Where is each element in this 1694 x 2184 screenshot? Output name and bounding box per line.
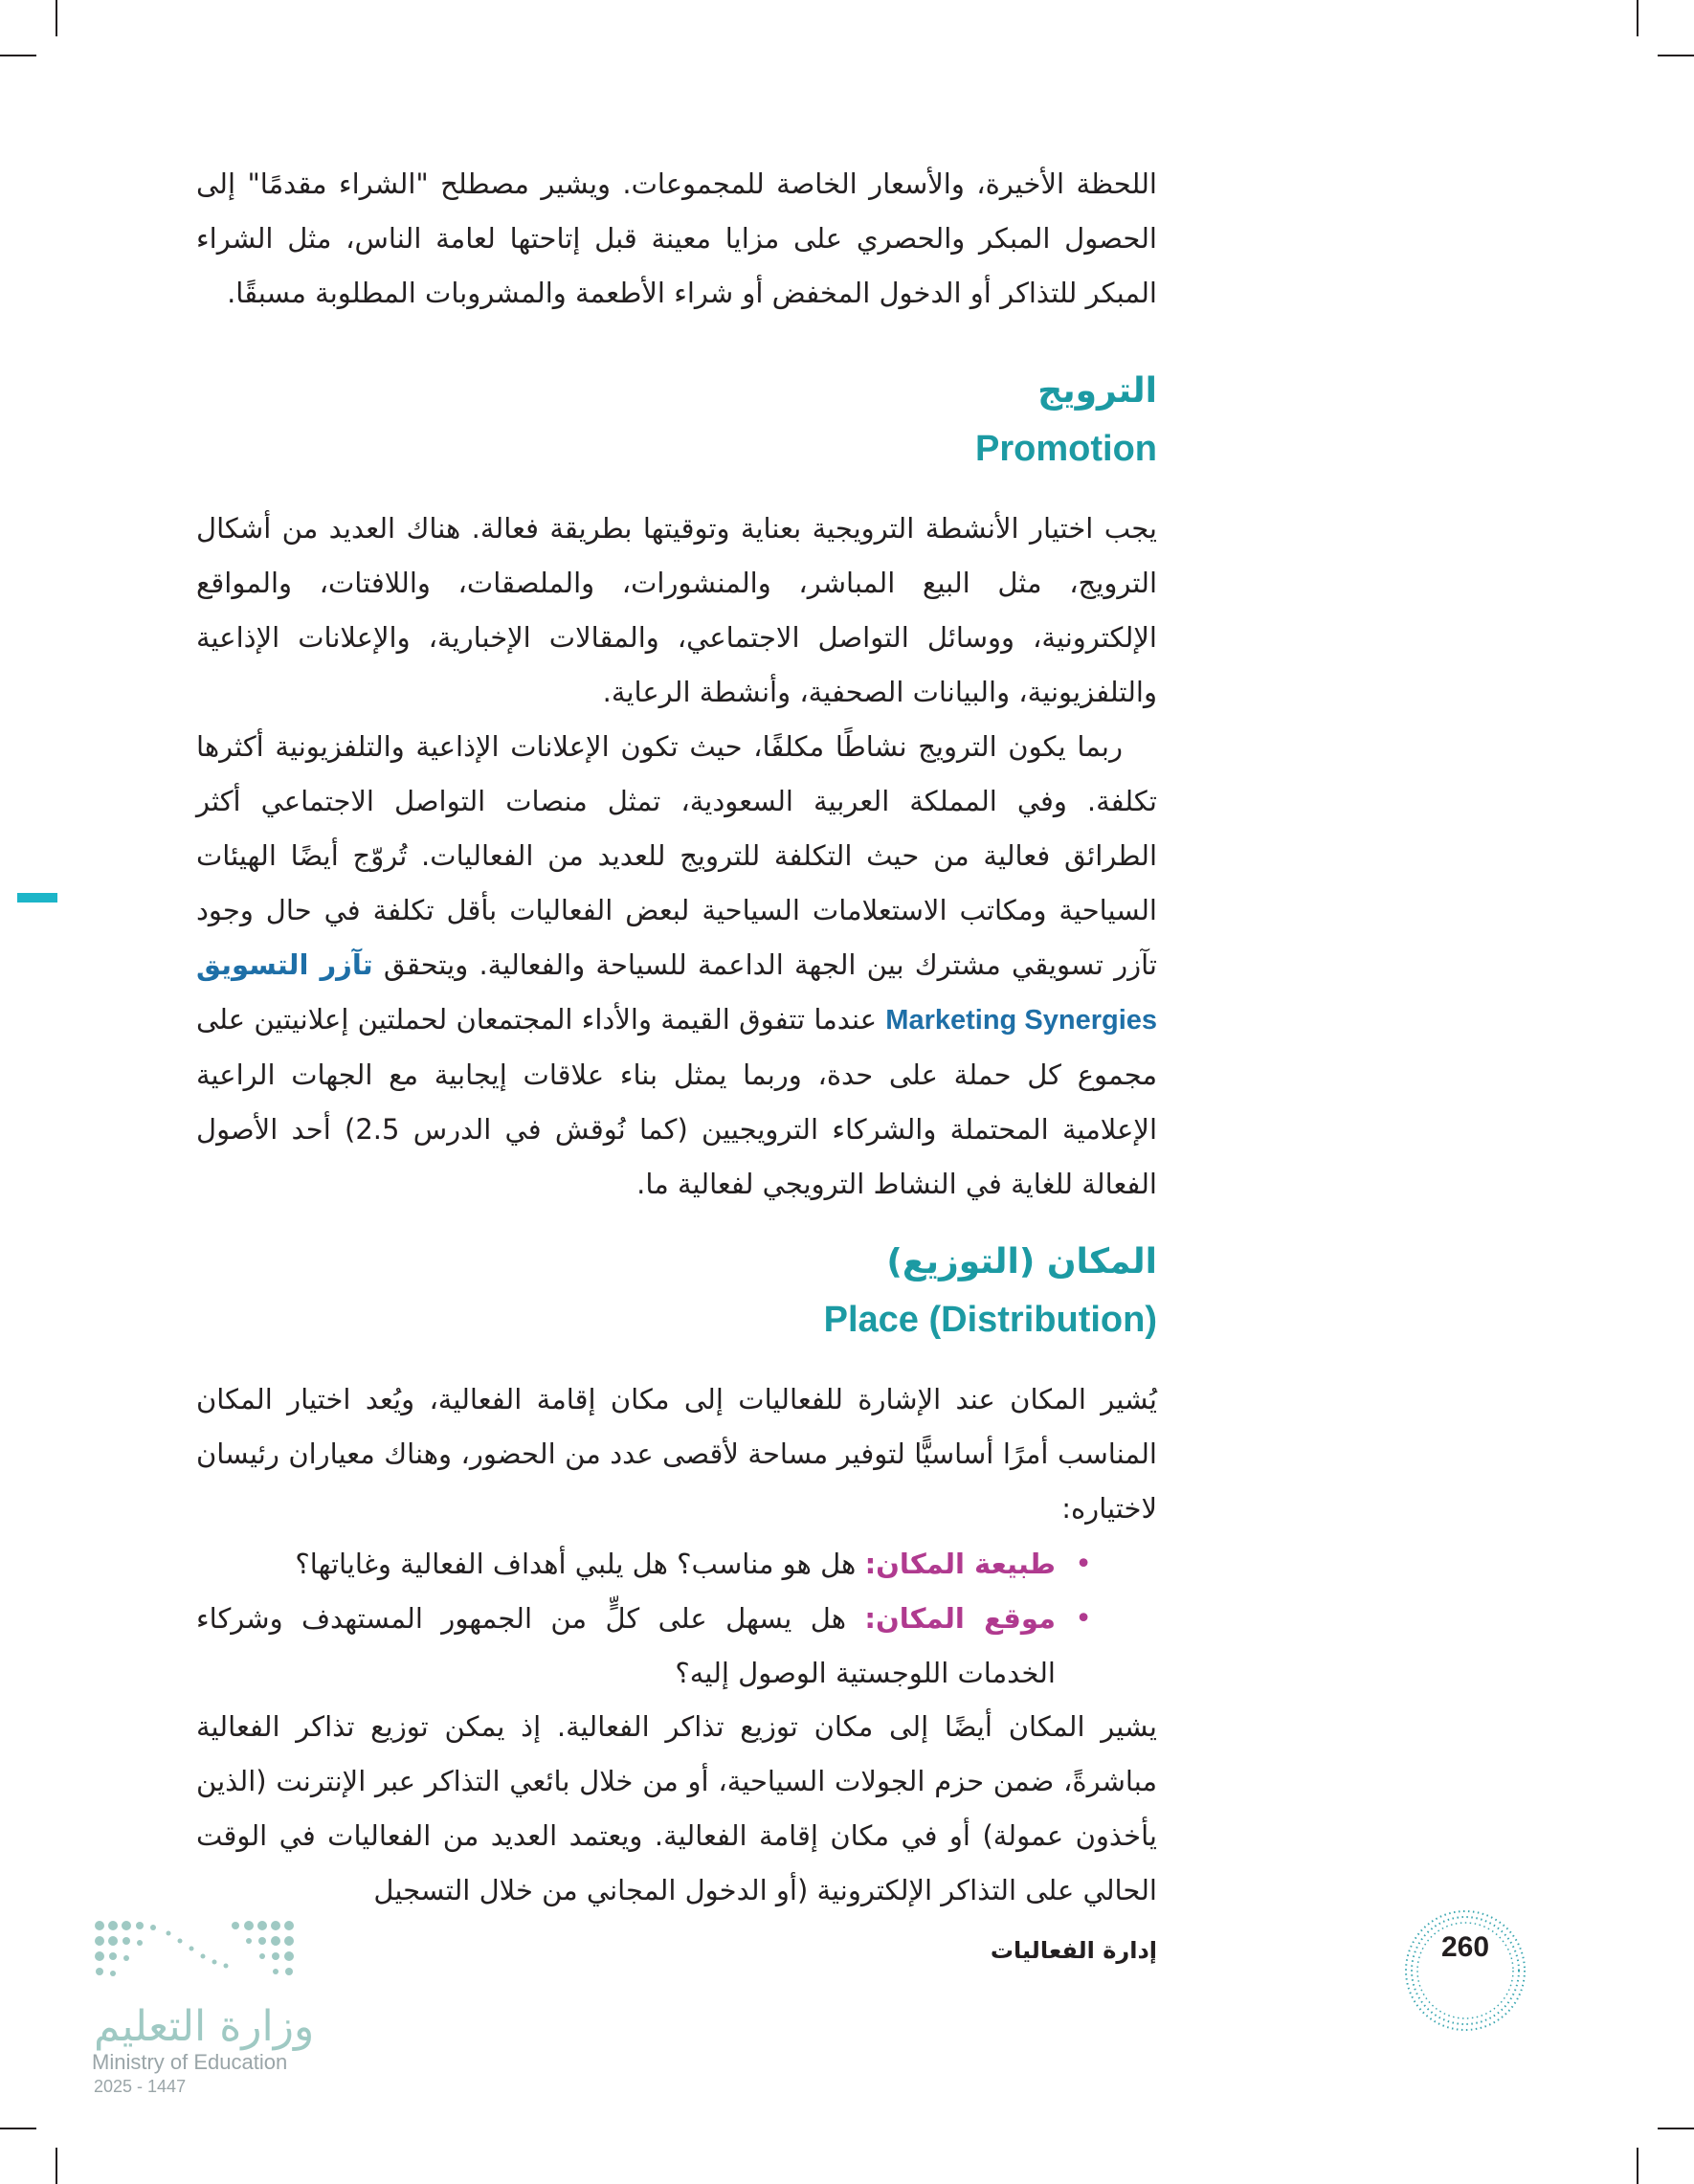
place-heading-en: Place (Distribution) bbox=[823, 1300, 1157, 1340]
list-item bbox=[196, 1537, 1096, 1592]
ministry-dots-logo-icon bbox=[92, 1918, 302, 1995]
crop-mark bbox=[56, 0, 57, 36]
bullet-label: طبيعة المكان: bbox=[864, 1548, 1056, 1580]
intro-paragraph: اللحظة الأخيرة، والأسعار الخاصة للمجموعات. ويشير مصطلح "الشراء مقدمًا" إلى الحصول المبكر والحصري على مزايا معينة قبل إتاحتها لعامة الناس، مثل الشراء المبكر للتذاكر أو الدخول المخفض أو شراء الأطعمة والمشروبات المطلوبة مسبقًا. bbox=[196, 167, 1157, 309]
place-criteria-list bbox=[196, 1537, 1096, 1701]
crop-mark bbox=[1658, 55, 1694, 56]
term-marketing-synergy-en: Marketing Synergies bbox=[885, 1005, 1158, 1036]
crop-mark bbox=[0, 2128, 36, 2129]
crop-mark bbox=[56, 2148, 57, 2184]
crop-mark bbox=[1637, 0, 1638, 36]
ministry-year: 2025 - 1447 bbox=[94, 2077, 187, 2096]
crop-mark bbox=[1637, 2148, 1638, 2184]
bullet-icon: • bbox=[1075, 1602, 1092, 1636]
promotion-paragraph-1: يجب اختيار الأنشطة الترويجية بعناية وتوقيتها بطريقة فعالة. هناك العديد من أشكال الترويج، مثل البيع المباشر، والمنشورات، والملصقات، واللافتات، والمواقع الإلكترونية، ووسائل التواصل الاجتماعي، والمقالات الإخبارية، والإعلانات الإذاعية والتلفزيونية، والبيانات الصحفية، وأنشطة الرعاية. bbox=[196, 512, 1157, 708]
promotion-paragraph-2-after: عندما تتفوق القيمة والأداء المجتمعان لحملتين إعلانيتين على مجموع كل حملة على حدة، وربما يمثل بناء علاقات إيجابية مع الجهات الراعية الإعلامية المحتملة والشركاء الترويجيين (كما نُوقش في الدرس 2.5) أحد الأصول الفعالة للغاية في النشاط الترويجي لفعالية ما. bbox=[196, 1003, 1158, 1200]
term-marketing-synergy-ar: تآزر التسويق bbox=[196, 948, 373, 981]
bullet-label: موقع المكان: bbox=[864, 1602, 1057, 1635]
promotion-paragraph-2-before: ربما يكون الترويج نشاطًا مكلفًا، حيث تكون الإعلانات الإذاعية والتلفزيونية أكثرها تكلفة. وفي المملكة العربية السعودية، تمثل منصات التواصل الاجتماعي أكثر الطرائق فعالية من حيث التكلفة للترويج للعديد من الفعاليات. تُروّج أيضًا الهيئات السياحية ومكاتب الاستعلامات السياحية لبعض الفعاليات بأقل تكلفة في حال وجود تآزر تسويقي مشترك بين الجهة الداعمة للسياحة والفعالية. ويتحقق bbox=[196, 730, 1157, 981]
bullet-text: هل هو مناسب؟ هل يلبي أهداف الفعالية وغاياتها؟ bbox=[295, 1548, 857, 1580]
list-item bbox=[196, 1592, 1096, 1701]
crop-mark bbox=[1658, 2128, 1694, 2129]
bullet-text: هل يسهل على كلٍّ من الجمهور المستهدف وشركاء الخدمات اللوجستية الوصول إليه؟ bbox=[196, 1602, 1056, 1689]
page-number-badge bbox=[1399, 1905, 1531, 2037]
crop-mark bbox=[0, 55, 36, 56]
ministry-name-en: Ministry of Education bbox=[92, 2050, 288, 2074]
ministry-name-ar: وزارة التعليم bbox=[94, 2002, 315, 2051]
side-tab-marker bbox=[17, 893, 57, 903]
promotion-heading-en: Promotion bbox=[975, 429, 1157, 469]
place-paragraph-1: يُشير المكان عند الإشارة للفعاليات إلى مكان إقامة الفعالية، ويُعد اختيار المكان المناسب أمرًا أساسيًّا لتوفير مساحة لأقصى عدد من الحضور، وهناك معياران رئيسان لاختياره: bbox=[196, 1383, 1157, 1525]
bullet-icon: • bbox=[1075, 1548, 1092, 1581]
promotion-paragraph-2 bbox=[196, 720, 1157, 1212]
page-number: 260 bbox=[1440, 1931, 1490, 1963]
place-heading-ar: المكان (التوزيع) bbox=[886, 1242, 1157, 1281]
promotion-heading-ar: الترويج bbox=[1037, 371, 1157, 411]
book-title: إدارة الفعاليات bbox=[990, 1937, 1157, 1964]
place-paragraph-2: يشير المكان أيضًا إلى مكان توزيع تذاكر الفعالية. إذ يمكن توزيع تذاكر الفعالية مباشرةً، ضمن حزم الجولات السياحية، أو من خلال بائعي التذاكر عبر الإنترنت (الذين يأخذون عمولة) أو في مكان إقامة الفعالية. ويعتمد العديد من الفعاليات في الوقت الحالي على التذاكر الإلكترونية (أو الدخول المجاني من خلال التسجيل bbox=[196, 1710, 1157, 1906]
